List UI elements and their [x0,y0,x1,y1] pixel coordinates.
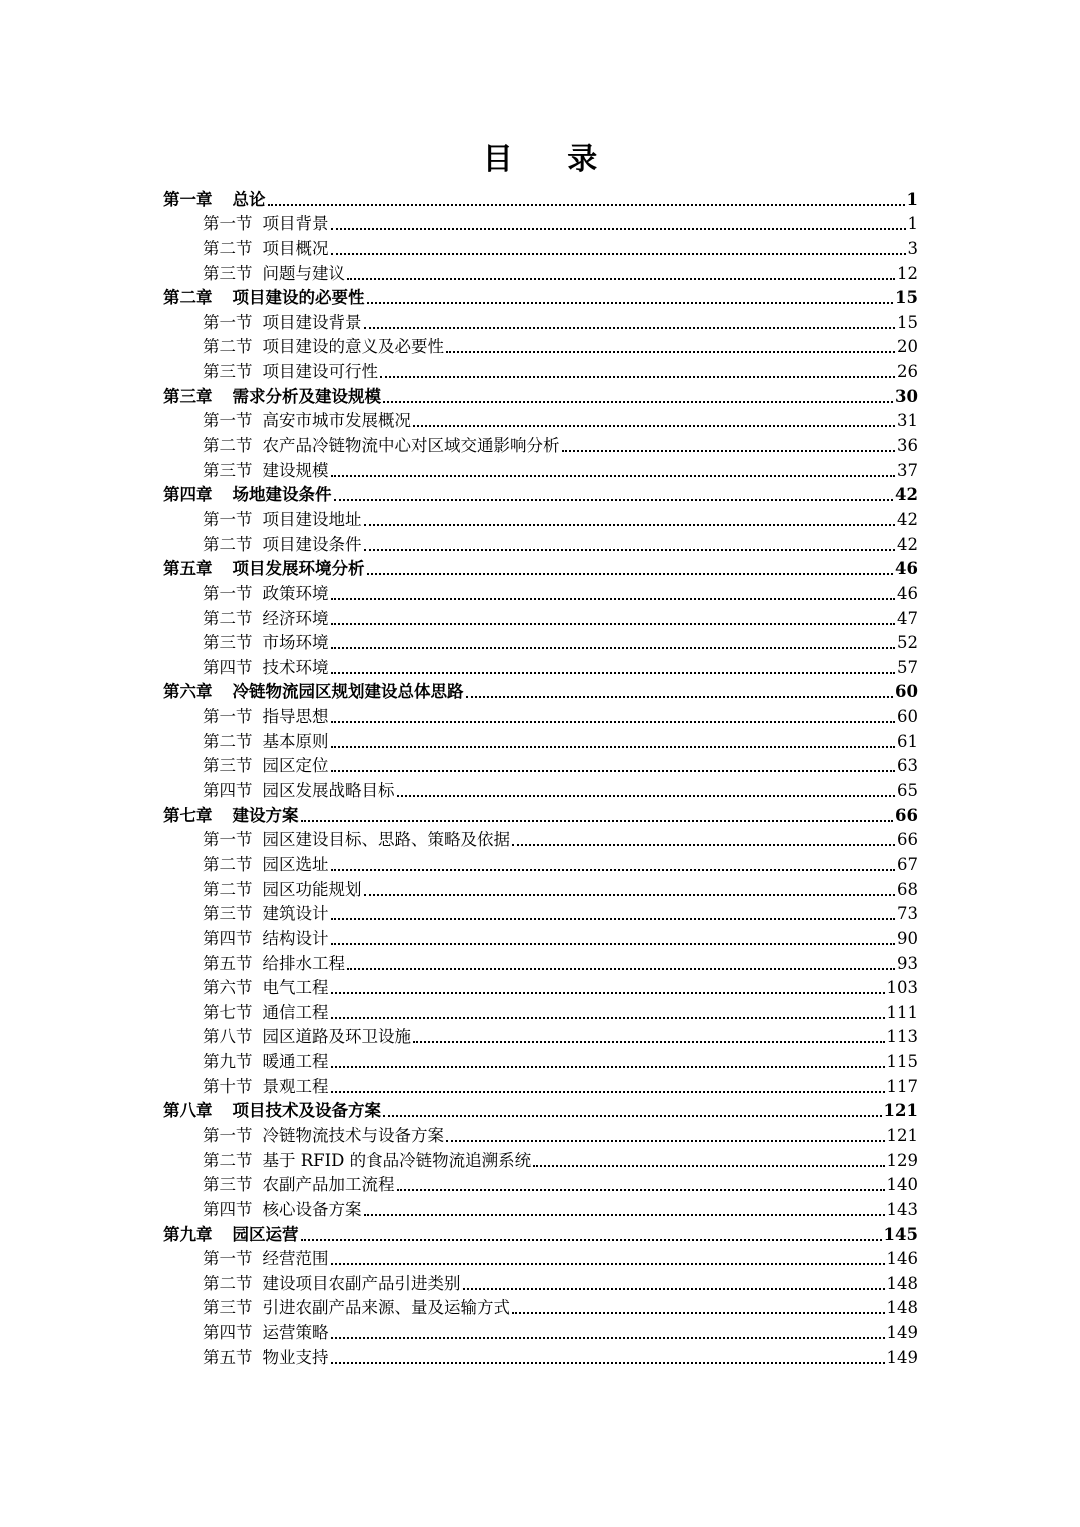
toc-entry-number: 第二节 [203,436,253,456]
toc-entry-title: 暖通工程 [262,1052,329,1072]
toc-entry-label [203,1002,329,1024]
toc-entry-label [203,238,329,260]
toc-entry-title: 项目技术及设备方案 [232,1101,381,1121]
toc-entry-number: 第四节 [203,928,253,948]
toc-entry-title: 园区选址 [262,854,329,874]
toc-page-number: 46 [897,583,918,603]
toc-section-entry [163,901,918,926]
toc-entry-label [203,460,329,482]
toc-entry-number: 第一节 [203,214,253,234]
toc-chapter-entry [163,802,918,827]
toc-entry-number: 第九节 [203,1052,253,1072]
toc-entry-title: 物业支持 [262,1347,329,1367]
toc-entry-label [203,1051,329,1073]
toc-entry-title: 冷链物流技术与设备方案 [262,1125,444,1145]
toc-section-entry [163,950,918,975]
toc-section-entry [163,260,918,285]
toc-section-entry [163,408,918,433]
page-title: 目 录 [482,142,620,177]
toc-entry-number: 第四节 [203,657,253,677]
toc-section-entry [163,1270,918,1295]
toc-page-number: 57 [897,657,918,677]
toc-entry-number: 第二节 [203,731,253,751]
toc-entry-label [163,805,299,827]
toc-entry-number: 第三节 [203,1175,253,1195]
toc-entry-label [203,879,362,901]
toc-page-number: 148 [886,1298,918,1318]
toc-entry-title: 园区建设目标、思路、策略及依据 [262,830,510,850]
toc-page-number: 148 [886,1273,918,1293]
toc-leader-dots [331,1091,885,1093]
toc-leader-dots [331,770,896,772]
toc-leader-dots [466,696,894,698]
toc-entry-number: 第二节 [203,1273,253,1293]
toc-entry-number: 第三节 [203,460,253,480]
toc-leader-dots [512,1312,885,1314]
toc-entry-title: 建筑设计 [262,904,329,924]
toc-entry-number: 第三节 [203,263,253,283]
toc-section-entry [163,630,918,655]
toc-leader-dots [364,1214,885,1216]
toc-entry-label [163,287,365,309]
toc-section-entry [163,235,918,260]
toc-leader-dots [331,1066,885,1068]
toc-leader-dots [364,549,896,551]
toc-entry-title: 项目建设条件 [262,534,362,554]
toc-section-entry [163,1344,918,1369]
toc-page-number: 47 [897,608,918,628]
toc-entry-label [203,657,329,679]
toc-entry-title: 园区发展战略目标 [262,781,395,801]
toc-leader-dots [331,672,896,674]
toc-section-entry [163,211,918,236]
toc-entry-label [203,706,329,728]
toc-entry-title: 经营范围 [262,1249,329,1269]
toc-leader-dots [331,623,896,625]
toc-page-number: 52 [897,633,918,653]
toc-leader-dots [331,992,885,994]
toc-entry-label [203,1026,411,1048]
toc-entry-label [203,410,411,432]
toc-page-number: 15 [897,312,918,332]
toc-entry-label [203,1076,329,1098]
toc-entry-title: 冷链物流园区规划建设总体思路 [232,682,464,702]
toc-chapter-entry [163,285,918,310]
toc-entry-title: 结构设计 [262,928,329,948]
toc-leader-dots [364,524,896,526]
toc-entry-label [163,386,381,408]
toc-page-number: 42 [895,485,918,505]
toc-leader-dots [347,968,895,970]
toc-entry-number: 第一节 [203,312,253,332]
toc-entry-title: 项目建设可行性 [262,362,378,382]
toc-page-number: 37 [897,460,918,480]
toc-entry-label [203,903,329,925]
toc-leader-dots [367,302,894,304]
toc-page-number: 90 [897,928,918,948]
toc-page-number: 111 [886,1002,918,1022]
toc-entry-title: 高安市城市发展概况 [262,411,411,431]
toc-entry-label [203,731,329,753]
toc-page-number: 67 [897,854,918,874]
toc-entry-number: 第十节 [203,1076,253,1096]
toc-entry-label [203,213,329,235]
toc-section-entry [163,654,918,679]
toc-page-number: 140 [886,1175,918,1195]
toc-page-number: 73 [897,904,918,924]
toc-page-number: 121 [883,1101,918,1121]
toc-entry-title: 农产品冷链物流中心对区域交通影响分析 [262,436,560,456]
toc-section-entry [163,1147,918,1172]
toc-page-number: 66 [897,830,918,850]
toc-page-number: 1 [907,214,918,234]
toc-entry-label [203,608,329,630]
toc-entry-number: 第五节 [203,1347,253,1367]
toc-leader-dots [397,795,896,797]
toc-leader-dots [301,1239,882,1241]
toc-entry-number: 第三节 [203,756,253,776]
toc-leader-dots [367,573,894,575]
toc-page-number: 117 [886,1076,918,1096]
toc-entry-number: 第三节 [203,362,253,382]
toc-section-entry [163,309,918,334]
toc-chapter-entry [163,1098,918,1123]
toc-entry-label [203,928,329,950]
toc-entry-number: 第六节 [203,978,253,998]
toc-leader-dots [331,1362,885,1364]
toc-page-number: 63 [897,756,918,776]
toc-chapter-entry [163,383,918,408]
toc-leader-dots [331,721,896,723]
toc-entry-number: 第一节 [203,707,253,727]
toc-leader-dots [562,450,896,452]
toc-entry-number: 第一节 [203,411,253,431]
toc-entry-title: 景观工程 [262,1076,329,1096]
toc-entry-number: 第二节 [203,854,253,874]
toc-entry-number: 第一节 [203,583,253,603]
toc-section-entry [163,1196,918,1221]
toc-entry-label [203,583,329,605]
toc-section-entry [163,1048,918,1073]
toc-entry-label [203,755,329,777]
toc-entry-number: 第七节 [203,1002,253,1022]
toc-page-number: 26 [897,362,918,382]
toc-entry-number: 第三章 [163,386,213,406]
toc-leader-dots [268,204,905,206]
toc-entry-title: 基本原则 [262,731,329,751]
toc-entry-label [203,534,362,556]
toc-entry-number: 第八节 [203,1027,253,1047]
toc-chapter-entry [163,679,918,704]
toc-entry-number: 第四节 [203,781,253,801]
toc-page-number: 121 [886,1125,918,1145]
toc-entry-title: 场地建设条件 [232,485,332,505]
toc-section-entry [163,728,918,753]
toc-entry-label [203,1322,329,1344]
toc-leader-dots [331,943,896,945]
toc-leader-dots [301,820,894,822]
toc-leader-dots [347,278,895,280]
toc-entry-title: 建设规模 [262,460,329,480]
toc-entry-title: 引进农副产品来源、量及运输方式 [262,1298,510,1318]
toc-entry-number: 第二节 [203,534,253,554]
toc-entry-number: 第八章 [163,1101,213,1121]
toc-section-entry [163,925,918,950]
toc-entry-label [203,336,444,358]
toc-section-entry [163,1319,918,1344]
toc-page-number: 15 [895,288,918,308]
toc-section-entry [163,777,918,802]
toc-leader-dots [446,351,895,353]
toc-entry-label [203,312,362,334]
toc-leader-dots [463,1288,885,1290]
toc-page-number: 3 [907,238,918,258]
toc-page-number: 1 [906,189,918,209]
toc-entry-title: 项目建设地址 [262,509,362,529]
toc-entry-title: 给排水工程 [262,953,345,973]
toc-page-number: 46 [895,559,918,579]
toc-entry-number: 第二节 [203,608,253,628]
toc-entry-title: 总论 [232,189,266,209]
toc-entry-title: 园区定位 [262,756,329,776]
toc-section-entry [163,506,918,531]
toc-page-number: 113 [886,1027,918,1047]
toc-page-number: 60 [897,707,918,727]
toc-leader-dots [331,918,896,920]
toc-leader-dots [413,425,895,427]
toc-entry-label [203,1174,395,1196]
toc-page-number: 143 [886,1199,918,1219]
toc-entry-title: 园区运营 [232,1224,299,1244]
toc-section-entry [163,1295,918,1320]
toc-leader-dots [413,1041,885,1043]
toc-section-entry [163,1246,918,1271]
toc-entry-label [163,681,464,703]
toc-leader-dots [383,401,893,403]
toc-leader-dots [331,1017,885,1019]
toc-entry-title: 项目背景 [262,214,329,234]
toc-entry-label [163,484,332,506]
toc-entry-label [203,1248,329,1270]
toc-page-number: 66 [895,805,918,825]
toc-page-number: 146 [886,1249,918,1269]
toc-leader-dots [364,327,896,329]
toc-page-number: 93 [897,953,918,973]
toc-entry-label [203,435,560,457]
toc-section-entry [163,580,918,605]
toc-entry-title: 农副产品加工流程 [262,1175,395,1195]
toc-entry-label [203,1347,329,1369]
toc-entry-title: 需求分析及建设规模 [232,386,381,406]
toc-leader-dots [446,1140,885,1142]
toc-entry-title: 指导思想 [262,707,329,727]
toc-entry-number: 第九章 [163,1224,213,1244]
toc-section-entry [163,876,918,901]
toc-entry-number: 第六章 [163,682,213,702]
toc-entry-title: 政策环境 [262,583,329,603]
toc-entry-label [203,953,345,975]
toc-entry-label [203,1273,461,1295]
toc-entry-number: 第一章 [163,189,213,209]
toc-section-entry [163,753,918,778]
toc-leader-dots [364,894,896,896]
toc-entry-number: 第七章 [163,805,213,825]
toc-entry-title: 核心设备方案 [262,1199,362,1219]
toc-page-number: 31 [897,411,918,431]
toc-entry-title: 项目建设背景 [262,312,362,332]
toc-entry-title: 项目概况 [262,238,329,258]
toc-leader-dots [331,475,896,477]
toc-leader-dots [331,228,906,230]
toc-chapter-entry [163,482,918,507]
toc-entry-number: 第四节 [203,1199,253,1219]
toc-entry-title: 建设项目农副产品引进类别 [262,1273,461,1293]
toc-page-number: 42 [897,509,918,529]
toc-entry-number: 第一节 [203,509,253,529]
toc-entry-title: 项目建设的意义及必要性 [262,337,444,357]
toc-entry-number: 第三节 [203,633,253,653]
toc-section-entry [163,975,918,1000]
toc-entry-title: 项目建设的必要性 [232,288,365,308]
toc-section-entry [163,457,918,482]
toc-entry-number: 第三节 [203,904,253,924]
toc-entry-title: 市场环境 [262,633,329,653]
toc-section-entry [163,827,918,852]
toc-entry-title: 问题与建议 [262,263,345,283]
toc-entry-label [163,1100,381,1122]
toc-chapter-entry [163,186,918,211]
toc-entry-number: 第二节 [203,1150,253,1170]
toc-leader-dots [383,1115,882,1117]
toc-page-number: 61 [897,731,918,751]
toc-section-entry [163,358,918,383]
toc-entry-title: 技术环境 [262,657,329,677]
toc-entry-number: 第二节 [203,337,253,357]
toc-page-number: 30 [895,386,918,406]
toc-section-entry [163,334,918,359]
toc-page-number: 103 [886,978,918,998]
toc-leader-dots [380,376,895,378]
toc-entry-label [203,829,510,851]
toc-section-entry [163,1073,918,1098]
toc-entry-label [203,263,345,285]
toc-leader-dots [331,647,896,649]
toc-page-number: 149 [886,1347,918,1367]
toc-page-number: 145 [883,1224,918,1244]
toc-entry-label [203,361,378,383]
table-of-contents [163,186,918,1369]
toc-page-number: 68 [897,879,918,899]
toc-section-entry [163,1122,918,1147]
toc-entry-title: 项目发展环境分析 [232,559,365,579]
toc-entry-title: 电气工程 [262,978,329,998]
toc-leader-dots [512,844,895,846]
toc-chapter-entry [163,1221,918,1246]
toc-entry-label [203,977,329,999]
toc-leader-dots [331,869,896,871]
toc-entry-number: 第一节 [203,1125,253,1145]
toc-page-number: 20 [897,337,918,357]
toc-section-entry [163,703,918,728]
toc-entry-label [203,854,329,876]
toc-page-number: 149 [886,1323,918,1343]
toc-leader-dots [334,499,894,501]
toc-section-entry [163,1172,918,1197]
toc-leader-dots [331,1337,885,1339]
toc-section-entry [163,432,918,457]
toc-entry-label [203,1125,444,1147]
toc-section-entry [163,1024,918,1049]
toc-leader-dots [331,1263,885,1265]
toc-entry-number: 第一节 [203,1249,253,1269]
toc-page-number: 36 [897,436,918,456]
toc-entry-label [163,189,266,211]
toc-entry-label [163,1224,299,1246]
toc-page-number: 42 [897,534,918,554]
toc-entry-label [163,558,365,580]
toc-page-number: 129 [886,1150,918,1170]
toc-section-entry [163,531,918,556]
toc-leader-dots [397,1189,885,1191]
toc-entry-number: 第五节 [203,953,253,973]
toc-leader-dots [331,746,896,748]
toc-entry-label [203,780,395,802]
toc-entry-number: 第一节 [203,830,253,850]
toc-page-number: 115 [886,1052,918,1072]
toc-entry-title: 通信工程 [262,1002,329,1022]
toc-leader-dots [331,598,896,600]
toc-entry-number: 第三节 [203,1298,253,1318]
toc-entry-title: 经济环境 [262,608,329,628]
toc-section-entry [163,605,918,630]
toc-page-number: 65 [897,781,918,801]
toc-entry-number: 第二章 [163,288,213,308]
toc-entry-label [203,1297,510,1319]
toc-entry-label [203,1199,362,1221]
toc-section-entry [163,999,918,1024]
toc-entry-title: 建设方案 [232,805,299,825]
toc-leader-dots [533,1165,884,1167]
toc-entry-number: 第五章 [163,559,213,579]
toc-entry-label [203,509,362,531]
toc-entry-title: 园区道路及环卫设施 [262,1027,411,1047]
toc-page-number: 12 [897,263,918,283]
toc-entry-title: 基于 RFID 的食品冷链物流追溯系统 [262,1150,532,1170]
toc-chapter-entry [163,556,918,581]
toc-entry-number: 第二节 [203,879,253,899]
toc-leader-dots [331,253,906,255]
toc-entry-number: 第二节 [203,238,253,258]
toc-entry-label [203,1150,531,1172]
toc-entry-title: 园区功能规划 [262,879,362,899]
toc-page-number: 60 [895,682,918,702]
toc-entry-title: 运营策略 [262,1323,329,1343]
toc-entry-label [203,632,329,654]
toc-section-entry [163,851,918,876]
toc-entry-number: 第四节 [203,1323,253,1343]
toc-entry-number: 第四章 [163,485,213,505]
